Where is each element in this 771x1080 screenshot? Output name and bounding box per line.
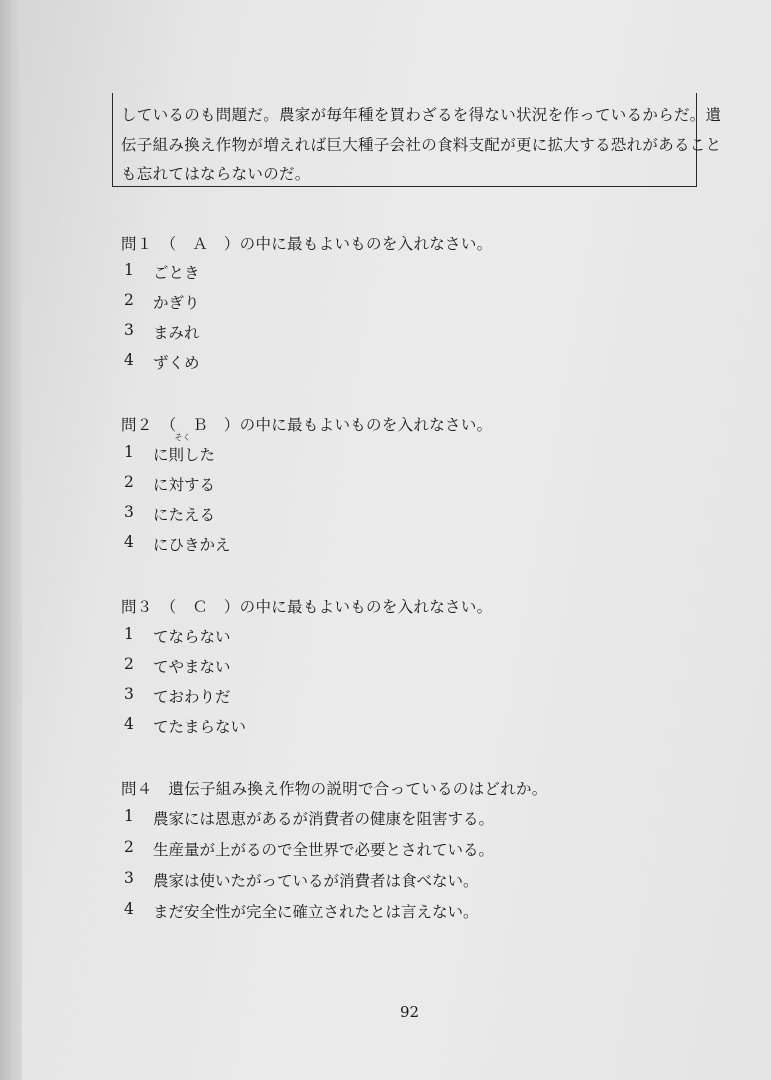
option-text: ごとき xyxy=(153,264,200,282)
passage-line: も忘れてはならないのだ。 xyxy=(121,165,311,183)
option-number: 2 xyxy=(124,473,134,491)
option-number: 3 xyxy=(124,321,134,339)
option-number: 3 xyxy=(124,869,134,887)
option-text: 生産量が上がるので全世界で必要とされている。 xyxy=(153,841,495,859)
option-number: 2 xyxy=(124,838,134,856)
question-1-title: 問１ （ Ａ ）の中に最もよいものを入れなさい。 xyxy=(121,235,493,253)
question-2-option-2 xyxy=(124,473,215,495)
option-text: まだ安全性が完全に確立されたとは言えない。 xyxy=(153,903,479,921)
option-number: 4 xyxy=(124,351,134,369)
option-number: 2 xyxy=(124,655,134,673)
option-text: かぎり xyxy=(153,294,200,312)
question-4-option-3 xyxy=(124,869,479,891)
option-text: ずくめ xyxy=(153,354,200,372)
option-number: 1 xyxy=(124,261,134,279)
question-3-title: 問３ （ Ｃ ）の中に最もよいものを入れなさい。 xyxy=(121,598,493,616)
page-number: 92 xyxy=(400,1003,420,1021)
furigana: そく xyxy=(174,433,191,442)
question-1-option-3 xyxy=(124,321,200,343)
question-1-option-1 xyxy=(124,261,200,283)
option-number: 1 xyxy=(124,807,134,825)
question-3-option-3 xyxy=(124,685,231,707)
option-number: 1 xyxy=(124,443,134,461)
option-text: に対する xyxy=(153,476,216,494)
question-2-option-3 xyxy=(124,503,215,525)
question-2-option-1 xyxy=(124,433,216,465)
ruby-kanji xyxy=(168,433,191,465)
option-text-suffix: した xyxy=(184,446,216,464)
option-text: てならない xyxy=(153,628,231,646)
passage-line: 伝子組み換え作物が増えれば巨大種子会社の食料支配が更に拡大する恐れがあること xyxy=(121,135,722,154)
option-text: にひきかえ xyxy=(153,536,231,554)
option-number: 3 xyxy=(124,685,134,703)
question-3-option-4 xyxy=(124,715,246,737)
option-text: てたまらない xyxy=(153,718,247,736)
question-3-option-2 xyxy=(124,655,231,677)
option-text-prefix: に xyxy=(153,446,169,464)
question-3-option-1 xyxy=(124,625,231,647)
question-2-title: 問２ （ Ｂ ）の中に最もよいものを入れなさい。 xyxy=(121,416,493,434)
option-number: 4 xyxy=(124,715,134,733)
passage-box xyxy=(112,93,722,187)
question-4-option-1 xyxy=(124,807,494,829)
question-1-option-4 xyxy=(124,351,200,373)
option-number: 4 xyxy=(124,533,134,551)
option-text: まみれ xyxy=(153,324,200,342)
binding-edge xyxy=(0,0,22,1080)
option-text: 農家は使いたがっているが消費者は食べない。 xyxy=(153,872,479,890)
option-number: 2 xyxy=(124,291,134,309)
question-4-title: 問４ 遺伝子組み換え作物の説明で合っているのはどれか。 xyxy=(121,780,548,798)
question-1-option-2 xyxy=(124,291,200,313)
passage-line: しているのも問題だ。農家が毎年種を買わざるを得ない状況を作っているからだ。遺 xyxy=(121,106,722,124)
option-text: てやまない xyxy=(153,658,231,676)
question-4-option-2 xyxy=(124,838,494,860)
option-number: 3 xyxy=(124,503,134,521)
question-2-option-4 xyxy=(124,533,231,555)
ruby-base: 則 xyxy=(168,446,185,464)
option-text: 農家には恩恵があるが消費者の健康を阻害する。 xyxy=(153,810,495,828)
question-4-option-4 xyxy=(124,900,479,922)
option-number: 4 xyxy=(124,900,134,918)
option-text xyxy=(153,433,216,465)
option-text: ておわりだ xyxy=(153,688,231,706)
option-text: にたえる xyxy=(153,506,216,524)
option-number: 1 xyxy=(124,625,134,643)
